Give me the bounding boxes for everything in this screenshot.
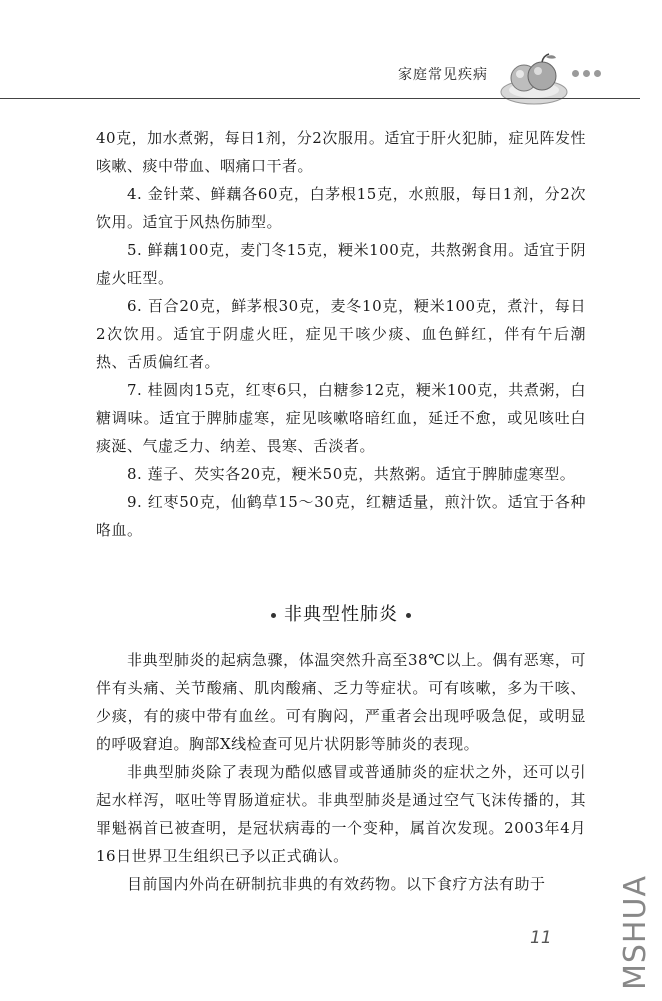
header-divider <box>0 98 640 99</box>
recipe-item-5: 5. 鲜藕100克，麦门冬15克，粳米100克，共熬粥食用。适宜于阴虚火旺型。 <box>96 241 586 287</box>
page-header <box>0 0 662 110</box>
watermark-text: MSHUA <box>618 875 653 990</box>
recipe-item-4: 4. 金针菜、鲜藕各60克，白茅根15克，水煎服，每日1剂，分2次饮用。适宜于风热伤肺型。 <box>96 185 586 231</box>
running-head-title: 家庭常见疾病 <box>398 67 488 83</box>
recipe-item-7: 7. 桂圆肉15克，红枣6只，白糖参12克，粳米100克，共煮粥，白糖调味。适宜于脾肺虚寒，症见咳嗽咯暗红血，延迁不愈，或见咳吐白痰涎、气虚乏力、纳差、畏寒、舌淡者。 <box>96 381 586 455</box>
recipe-item-6: 6. 百合20克，鲜茅根30克，麦冬10克，粳米100克，煮汁，每日2次饮用。适宜于阴虚火旺，症见干咳少痰、血色鲜红，伴有午后潮热、舌质偏红者。 <box>96 297 586 371</box>
recipe-item-8: 8. 莲子、芡实各20克，粳米50克，共熬粥。适宜于脾肺虚寒型。 <box>127 465 576 483</box>
section-paragraph: 非典型肺炎除了表现为酷似感冒或普通肺炎的症状之外，还可以引起水样泻，呕吐等胃肠道症状。非典型肺炎是通过空气飞沫传播的，其罪魁祸首已被查明，是冠状病毒的一个变种，属首次发现。2003年4月16日世界卫生组织已予以正式确认。 <box>96 763 586 865</box>
page-body <box>96 124 586 898</box>
page-number: 11 <box>530 928 552 948</box>
bullet-icon <box>271 613 276 618</box>
section-heading <box>96 600 586 630</box>
recipe-item-9: 9. 红枣50克，仙鹤草15～30克，红糖适量，煎汁饮。适宜于各种咯血。 <box>96 493 586 539</box>
paragraph-continuation: 40克，加水煮粥，每日1剂，分2次服用。适宜于肝火犯肺，症见阵发性咳嗽、痰中带血、咽痛口干者。 <box>96 129 586 175</box>
section-paragraph: 目前国内外尚在研制抗非典的有效药物。以下食疗方法有助于 <box>127 875 546 893</box>
decorative-dots <box>572 70 601 77</box>
section-heading-text: 非典型性肺炎 <box>284 604 398 625</box>
section-paragraph: 非典型肺炎的起病急骤，体温突然升高至38℃以上。偶有恶寒，可伴有头痛、关节酸痛、肌肉酸痛、乏力等症状。可有咳嗽，多为干咳、少痰，有的痰中带有血丝。可有胸闷，严重者会出现呼吸急促，或明显的呼吸窘迫。胸部X线检查可见片状阴影等肺炎的表现。 <box>96 651 586 753</box>
bullet-icon <box>406 613 411 618</box>
